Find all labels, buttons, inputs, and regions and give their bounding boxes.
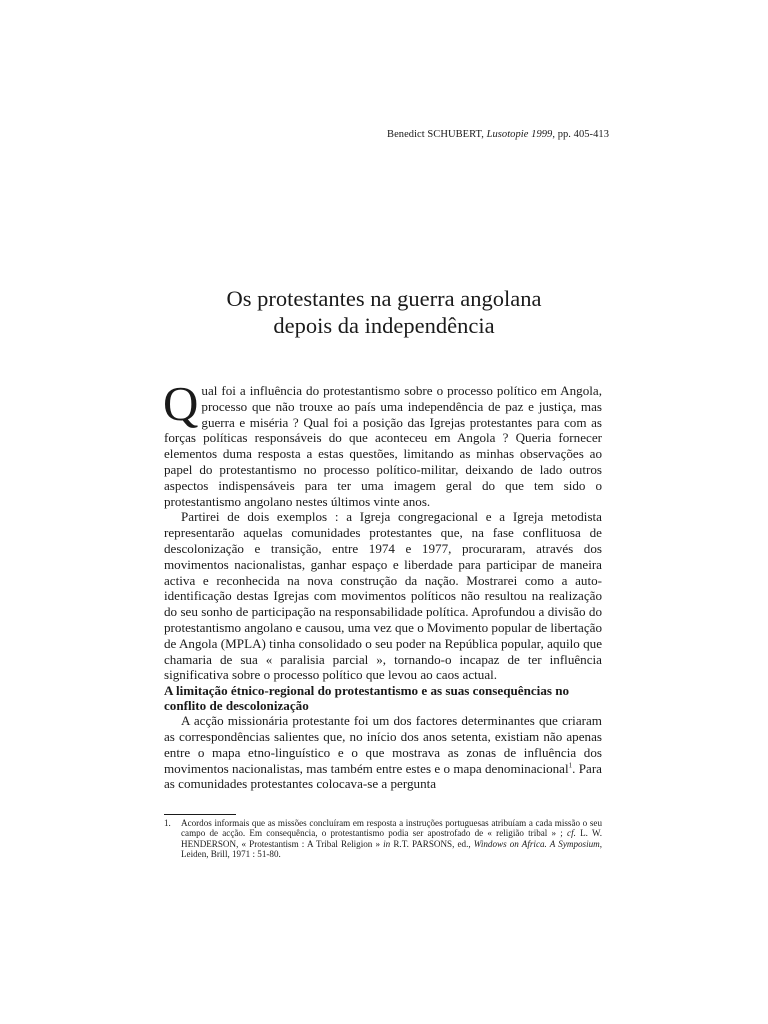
footnote-in: in: [383, 838, 391, 849]
paragraph-1-text: ual foi a influência do protestantismo sobre o processo político em Angola, processo que não trouxe ao país uma independência de paz e justiça, mas guerra e miséria ? Qual foi a posição das Igrejas protestantes para com as forças políticas responsáveis do que aconteceu em Angola ? Queria fornecer elementos duma resposta a estas questões, limitando as minhas observações ao papel do protestantismo no processo político-militar, deixando de lado outros aspectos indispensáveis para ter uma imagem geral do que tem sido o protestantismo angolano nestes últimos vinte anos.: [164, 383, 602, 509]
footnote-text-1: Acordos informais que as missões concluíram em resposta a instruções portuguesas atribuíam a cada missão o seu campo de acção. Em consequência, o protestantismo podia ser apostrofado de « religião tribal » ;: [181, 818, 602, 839]
section-heading: A limitação étnico-regional do protestantismo e as suas consequências no conflito de descolonização: [164, 683, 570, 714]
paragraph-3-text: A acção missionária protestante foi um dos factores determinantes que criaram as correspondências salientes que, no início dos anos setenta, existiam não apenas entre o mapa etno-linguístico e o que mostrava as zonas de influência dos movimentos nacionalistas, mas também entre estes e o mapa denominacional: [164, 713, 602, 776]
footnote-book-title: Windows on Africa. A Symposium: [473, 838, 600, 849]
paragraph-2: Partirei de dois exemplos : a Igreja congregacional e a Igreja metodista representarão aquelas comunidades protestantes que, na fase conflituosa de descolonização e transição, entre 1974 e 1977, procuraram, através dos movimentos nacionalistas, ganhar espaço e liberdade para participar de maneira activa e reconhecida na nova construção da nação. Mostrarei como a auto-identificação destas Igrejas com movimentos políticos não resultou na realização do seu sonho de participação na responsabilidade política. Aprofundou a divisão do protestantismo angolano e causou, uma vez que o Movimento popular de libertação de Angola (MPLA) tinha consolidado o seu poder na República popular, aquilo que chamaria de sua « paralisia parcial », tornando-o incapaz de ter influência significativa sobre o processo político que levou ao caos actual.: [164, 509, 602, 683]
header-author: Benedict SCHUBERT,: [387, 129, 487, 140]
footnote-text-3: R.T. PARSONS, ed.,: [390, 838, 474, 849]
footnote-text: [181, 818, 602, 860]
footnote-divider: [164, 814, 236, 815]
drop-cap: Q: [163, 376, 199, 431]
footnote-cf: cf.: [567, 828, 576, 839]
title-line-2: depois da independência: [273, 313, 495, 338]
running-header: [387, 129, 609, 140]
title-line-1: Os protestantes na guerra angolana: [226, 286, 542, 311]
footnote-ref-1[interactable]: 1: [568, 761, 573, 770]
paragraph-1: [163, 376, 602, 509]
footnote-number: 1.: [164, 818, 171, 828]
header-journal: Lusotopie 1999: [486, 129, 553, 140]
footnote-text-2: L. W. HENDERSON, « Protestantism : A Tribal Religion »: [181, 828, 602, 849]
paragraph-3: [164, 713, 602, 792]
article-body: [163, 376, 602, 792]
footnote-text-4: , Leiden, Brill, 1971 : 51-80.: [181, 838, 603, 860]
header-pages: , pp. 405-413: [552, 129, 609, 140]
article-title: [0, 285, 768, 339]
footnote-1: [164, 818, 602, 860]
paragraph-3-end: . Para as comunidades protestantes colocava-se a pergunta: [164, 760, 602, 792]
